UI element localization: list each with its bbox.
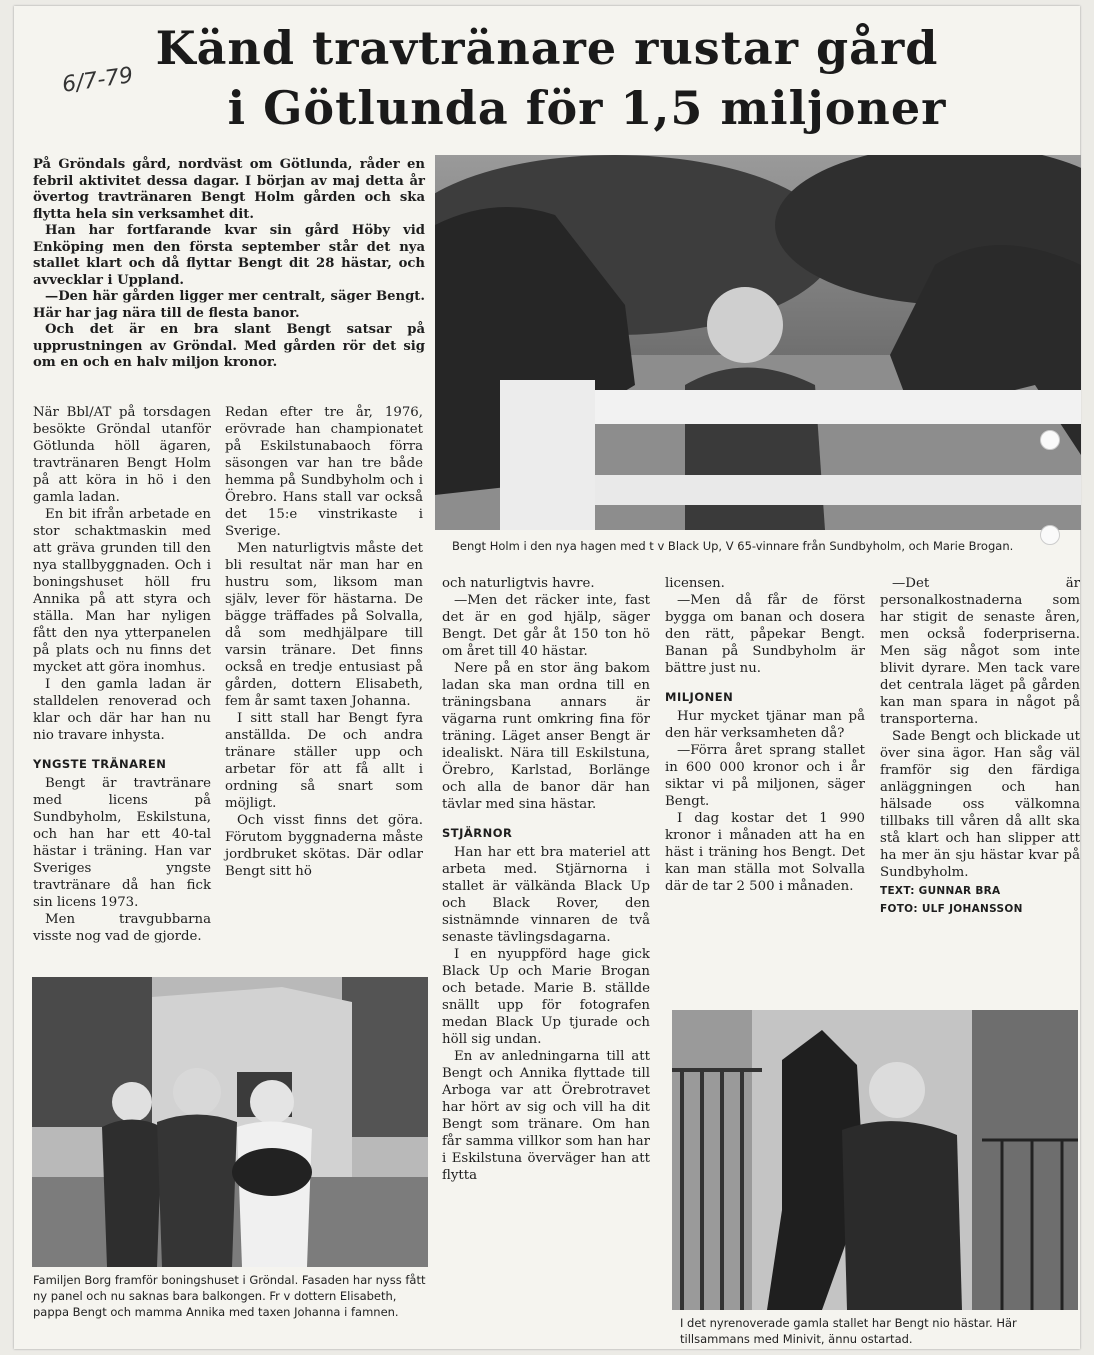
lead-paragraph: Han har fortfarande kvar sin gård Höby vid Enköping men den första september står det nya stallet klart och då flyttar Bengt dit 28 hästar, och avvecklar i Uppland. <box>33 223 425 288</box>
column-4 <box>665 575 865 895</box>
body-paragraph: licensen. <box>665 576 725 591</box>
subheading-stjarnor: STJÄRNOR <box>442 826 513 840</box>
body-paragraph: Hur mycket tjänar man på den här verksamheten då? <box>665 709 865 741</box>
photo-horses-paddock <box>435 155 1081 530</box>
column-1 <box>33 404 211 945</box>
body-paragraph: I sitt stall har Bengt fyra anställda. De och andra tränare ställer upp och arbetar för att få allt i ordning så snart som möjligt. <box>225 711 423 811</box>
body-paragraph: Redan efter tre år, 1976, erövrade han championatet på Eskilstunabaoch förra säsongen var han tre både hemma på Sundbyholm och i Örebro. Hans stall var också det 15:e vinstrikaste i Sverige. <box>225 405 423 539</box>
caption-family-photo: Familjen Borg framför boningshuset i Gröndal. Fasaden har nyss fått ny panel och nu saknas bara balkongen. Fr v dottern Elisabeth, pappa Bengt och mamma Annika med taxen Johanna i famnen. <box>33 1273 426 1319</box>
lead-paragraph: —Den här gården ligger mer centralt, säger Bengt. Här har jag nära till de flesta banor. <box>33 289 425 321</box>
lead-paragraphs <box>33 157 425 372</box>
column-3 <box>442 575 650 1184</box>
column-2 <box>225 404 423 880</box>
handwritten-date: 6/7-79 <box>60 63 135 98</box>
photo-horses-paddock-image <box>435 155 1081 530</box>
body-paragraph: —Men det räcker inte, fast det är en god hjälp, säger Bengt. Det går åt 150 ton hö om året till 40 hästar. <box>442 593 650 659</box>
headline-line1: Känd travtränare rustar gård <box>155 21 939 75</box>
punch-hole <box>1040 525 1060 545</box>
photo-family-house-image <box>32 977 428 1267</box>
lead-paragraph: Och det är en bra slant Bengt satsar på upprustningen av Gröndal. Med gården rör det sig om en och en halv miljon kronor. <box>33 322 425 370</box>
caption-stable-photo: I det nyrenoverade gamla stallet har Bengt nio hästar. Här tillsammans med Minivit, ännu ostartad. <box>680 1316 1017 1346</box>
body-paragraph: —Det är personalkostnaderna som har stigit de senaste åren, men också foderpriserna. Men säg något som inte blivit dyrare. Men tack vare det centrala läget på gården kan man spara in något på transporterna. <box>880 576 1080 727</box>
lead-paragraph: På Gröndals gård, nordväst om Götlunda, råder en febril aktivitet dessa dagar. I början av maj detta år övertog travtränaren Bengt Holm gården och ska flytta hela sin verksamhet dit. <box>33 157 425 222</box>
photo-family-house <box>32 977 428 1267</box>
body-paragraph: och naturligtvis havre. <box>442 576 595 591</box>
body-paragraph: Men travgubbarna visste nog vad de gjorde. <box>33 912 211 944</box>
body-paragraph: Och visst finns det göra. Förutom byggnaderna måste jordbruket skötas. Där odlar Bengt sitt hö <box>225 813 423 879</box>
body-paragraph: Han har ett bra materiel att arbeta med. Stjärnorna i stallet är välkända Black Up och Black Rover, den sistnämnde vinnaren de två senaste tävlingsdagarna. <box>442 845 650 945</box>
headline-line2: i Götlunda för 1,5 miljoner <box>227 81 947 135</box>
photo-stable-horse-image <box>672 1010 1078 1310</box>
body-paragraph: När Bbl/AT på torsdagen besökte Gröndal utanför Götlunda höll ägaren, travtränaren Bengt Holm på att köra in hö i den gamla ladan. <box>33 405 211 505</box>
body-paragraph: I en nyuppförd hage gick Black Up och Marie Brogan och betade. Marie B. ställde snällt upp för fotografen medan Black Up tjurade och höll sig undan. <box>442 947 650 1047</box>
body-paragraph: I dag kostar det 1 990 kronor i månaden att ha en häst i träning hos Bengt. Det kan man ställa mot Solvalla där de tar 2 500 i månaden. <box>665 811 865 894</box>
body-paragraph: —Förra året sprang stallet in 600 000 kronor och i år siktar vi på miljonen, säger Bengt. <box>665 743 865 809</box>
credit-photo: FOTO: ULF JOHANSSON <box>880 903 1023 915</box>
body-paragraph: I den gamla ladan är stalldelen renoverad och klar och där har han nu nio travare inhysta. <box>33 677 211 743</box>
body-paragraph: Bengt är travtränare med licens på Sundbyholm, Eskilstuna, och han har ett 40-tal hästar i träning. Han var Sveriges yngste travtränare då han fick sin licens 1973. <box>33 776 211 910</box>
credit-text: TEXT: GUNNAR BRA <box>880 885 1001 897</box>
caption-top-photo: Bengt Holm i den nya hagen med t v Black Up, V 65-vinnare från Sundbyholm, och Marie Brogan. <box>452 539 1014 553</box>
body-paragraph: —Men då får de först bygga om banan och dosera den rätt, påpekar Bengt. Banan på Sundbyholm är bättre just nu. <box>665 593 865 676</box>
body-paragraph: En bit ifrån arbetade en stor schaktmaskin med att gräva grunden till den nya stallbyggnaden. Och i boningshuset höll fru Annika på att styra och ställa. Man har nyligen fått den nya ytterpanelen på plats och nu finns det mycket att göra inomhus. <box>33 507 211 675</box>
photo-stable-horse <box>672 1010 1078 1310</box>
body-paragraph: Nere på en stor äng bakom ladan ska man ordna till en träningsbana annars är vägarna runt omkring fina för träning. Läget anser Bengt är idealiskt. Nära till Eskilstuna, Örebro, Karlstad, Borlänge och alla de banor där han tävlar med sina hästar. <box>442 661 650 812</box>
body-paragraph: Sade Bengt och blickade ut över sina ägor. Han såg väl framför sig den färdiga anläggningen och han hälsade oss välkomna tillbaks till våren då allt ska stå klart och han slipper att ha mer än sju hästar kvar på Sundbyholm. <box>880 729 1080 880</box>
punch-hole <box>1040 430 1060 450</box>
column-5 <box>880 575 1080 917</box>
body-paragraph: En av anledningarna till att Bengt och Annika flyttade till Arboga var att Örebrotravet har hört av sig och vill ha dit Bengt som tränare. Om han får samma villkor som han har i Eskilstuna överväger han att flytta <box>442 1049 650 1183</box>
subheading-yngste-tranaren: YNGSTE TRÄNAREN <box>33 757 167 771</box>
subheading-miljonen: MILJONEN <box>665 690 734 704</box>
body-paragraph: Men naturligtvis måste det bli resultat när man har en hustru som, liksom man själv, lever för hästarna. De bägge träffades på Solvalla, då som medhjälpare till varsin tränare. Det finns också en tredje entusiast på gården, dottern Elisabeth, fem år samt taxen Johanna. <box>225 541 423 709</box>
